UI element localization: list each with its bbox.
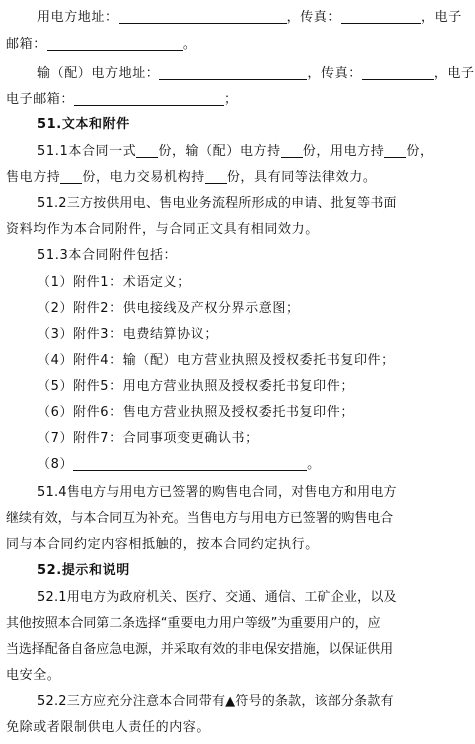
attachment-item: （7）附件7：合同事项变更确认书； <box>37 431 259 446</box>
clause-51-1-text-b: 份，输（配）电方持 <box>158 144 281 159</box>
attachment-item-8 <box>0 453 466 477</box>
supplier-fax-label: ，传真： <box>307 66 362 81</box>
clause-51-3: 51.3本合同附件包括： <box>37 248 178 263</box>
clause-51-1-text-d: 份， <box>406 144 434 159</box>
clause-52-2-line2: 免除或者限制供电人责任的内容。 <box>6 720 211 735</box>
clause-51-1-text-a: 51.1本合同一式 <box>37 144 137 159</box>
supplier-address-line <box>0 62 475 86</box>
clause-51-4-line1: 51.4售电方与用电方已签署的购售电合同，对售电方和用电方 <box>37 485 397 500</box>
clause-51-4-line3: 同与本合同约定内容相抵触的，按本合同约定执行。 <box>6 537 319 552</box>
clause-52-2-line1: 52.2三方应充分注意本合同带有▲符号的条款，该部分条款有 <box>37 694 394 709</box>
user-email-line <box>0 33 466 57</box>
clause-52-1-line2: 其他按照本合同第二条选择“重要电力用户等级”为重要用户的，应 <box>6 616 381 631</box>
clause-51-1-line1 <box>0 140 466 164</box>
attachment-8-end: 。 <box>307 457 321 472</box>
section-52-heading: 52.提示和说明 <box>37 563 130 578</box>
user-address-blank <box>119 6 287 24</box>
user-email-tail: ，电子 <box>421 10 462 25</box>
user-address-label: 用电方地址： <box>37 10 119 25</box>
attachment-item: （4）附件4：输（配）电方营业执照及授权委托书复印件； <box>37 353 395 368</box>
attachment-8-blank <box>73 453 307 471</box>
attachment-8-label: （8） <box>37 457 74 472</box>
user-email-end: 。 <box>182 37 197 52</box>
attachment-item: （2）附件2：供电接线及产权分界示意图； <box>37 301 300 316</box>
user-email-label: 邮箱： <box>6 37 47 52</box>
supplier-email-line <box>0 88 466 112</box>
clause-51-1-text-e: 售电方持 <box>6 170 61 185</box>
clause-52-1-line1: 52.1用电方为政府机关、医疗、交通、通信、工矿企业，以及 <box>37 590 397 605</box>
attachment-item: （1）附件1：术语定义； <box>37 275 191 290</box>
clause-51-2-line1: 51.2三方按供用电、售电业务流程所形成的申请、批复等书面 <box>37 196 397 211</box>
supplier-email-label: 电子邮箱： <box>6 92 75 107</box>
user-email-blank <box>47 33 183 51</box>
attachment-item: （5）附件5：用电方营业执照及授权委托书复印件； <box>37 379 354 394</box>
supplier-fax-blank <box>362 62 434 80</box>
user-fax-blank <box>341 6 421 24</box>
section-51-heading: 51.文本和附件 <box>37 117 130 132</box>
supplier-address-blank <box>159 62 307 80</box>
copies-seller-blank <box>60 166 82 184</box>
clause-51-1-text-c: 份，用电方持 <box>302 144 385 159</box>
clause-52-1-line3: 当选择配备自备应急电源，并采取有效的非电保安措施，以保证供用 <box>6 642 394 657</box>
clause-51-1-text-f: 份，电力交易机构持 <box>82 170 205 185</box>
copies-total-blank <box>136 140 158 158</box>
supplier-email-end: ； <box>224 92 238 107</box>
copies-supplier-blank <box>281 140 303 158</box>
clause-52-1-line4: 电安全。 <box>6 668 61 683</box>
clause-51-4-line2: 继续有效，与本合同互为补充。当售电方与用电方已签署的购售电合 <box>6 511 394 526</box>
clause-51-1-line2 <box>0 166 466 190</box>
supplier-email-blank <box>74 88 224 106</box>
user-fax-label: ，传真： <box>286 10 342 25</box>
user-address-line <box>0 6 466 30</box>
supplier-address-label: 输（配）电方地址： <box>37 66 160 81</box>
supplier-email-tail: ，电子 <box>433 66 475 81</box>
attachment-item: （3）附件3：电费结算协议； <box>37 327 218 342</box>
clause-51-1-text-g: 份，具有同等法律效力。 <box>226 170 377 185</box>
copies-exchange-blank <box>205 166 227 184</box>
attachment-item: （6）附件6：售电方营业执照及授权委托书复印件； <box>37 405 354 420</box>
clause-51-2-line2: 资料均作为本合同附件，与合同正文具有相同效力。 <box>6 222 319 237</box>
copies-user-blank <box>384 140 406 158</box>
